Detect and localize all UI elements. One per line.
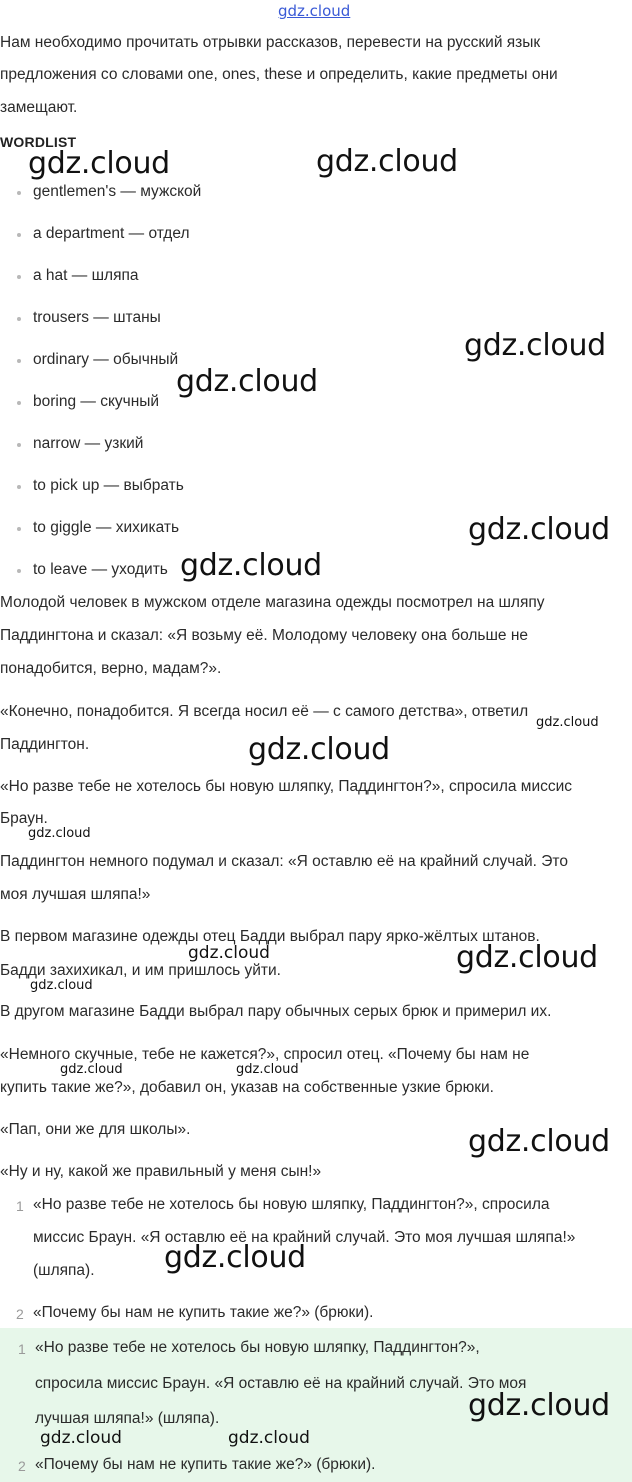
answer-line: лучшая шляпа!» (шляпа). [35, 1410, 220, 1427]
list-number: 2 [16, 1306, 24, 1322]
watermark: gdz.cloud [180, 548, 322, 583]
story-line: «Но разве тебе не хотелось бы новую шляпку, Паддингтон?», спросила миссис [0, 778, 573, 795]
watermark: gdz.cloud [30, 978, 93, 993]
bullet-icon [17, 401, 21, 405]
wordlist-item: a department — отдел [33, 225, 190, 242]
story-line: Паддингтон. [0, 736, 90, 753]
watermark: gdz.cloud [468, 1388, 610, 1423]
watermark: gdz.cloud [60, 1062, 123, 1077]
watermark: gdz.cloud [456, 940, 598, 975]
watermark: gdz.cloud [28, 826, 91, 841]
top-watermark-link[interactable]: gdz.cloud [278, 2, 351, 20]
story-line: моя лучшая шляпа!» [0, 886, 151, 903]
wordlist-item: to giggle — хихикать [33, 519, 180, 536]
answer-line: «Но разве тебе не хотелось бы новую шляпку, Паддингтон?», [35, 1339, 480, 1356]
answer-line: «Почему бы нам не купить такие же?» (брюки). [35, 1456, 376, 1473]
story-line: «Немного скучные, тебе не кажется?», спросил отец. «Почему бы нам не [0, 1046, 530, 1063]
bullet-icon [17, 359, 21, 363]
story-line: купить такие же?», добавил он, указав на собственные узкие брюки. [0, 1079, 494, 1096]
bullet-icon [17, 275, 21, 279]
list-number: 1 [16, 1198, 24, 1214]
story-line: Браун. [0, 810, 48, 827]
wordlist-item: trousers — штаны [33, 309, 161, 326]
watermark: gdz.cloud [536, 715, 599, 730]
bullet-icon [17, 527, 21, 531]
watermark: gdz.cloud [164, 1240, 306, 1275]
answer-number: 1 [18, 1341, 26, 1357]
bullet-icon [17, 233, 21, 237]
watermark: gdz.cloud [468, 1124, 610, 1159]
wordlist-item: gentlemen's — мужской [33, 183, 202, 200]
watermark: gdz.cloud [176, 364, 318, 399]
wordlist-item: to pick up — выбрать [33, 477, 184, 494]
intro-line-2: предложения со словами one, ones, these и определить, какие предметы они [0, 66, 558, 83]
intro-line-1: Нам необходимо прочитать отрывки рассказов, перевести на русский язык [0, 34, 541, 51]
wordlist-item: to leave — уходить [33, 561, 168, 578]
wordlist-heading: WORDLIST [0, 134, 77, 150]
story-line: «Ну и ну, какой же правильный у меня сын!» [0, 1163, 322, 1180]
bullet-icon [17, 317, 21, 321]
bullet-icon [17, 443, 21, 447]
answer-number: 2 [18, 1458, 26, 1474]
wordlist-item: ordinary — обычный [33, 351, 179, 368]
list-item-line: (шляпа). [33, 1262, 95, 1279]
watermark: gdz.cloud [188, 943, 270, 963]
story-line: В другом магазине Бадди выбрал пару обычных серых брюк и примерил их. [0, 1003, 552, 1020]
intro-line-3: замещают. [0, 99, 78, 116]
bullet-icon [17, 191, 21, 195]
watermark: gdz.cloud [236, 1062, 299, 1077]
watermark: gdz.cloud [28, 146, 170, 181]
answer-line: спросила миссис Браун. «Я оставлю её на крайний случай. Это моя [35, 1375, 527, 1392]
watermark: gdz.cloud [248, 732, 390, 767]
watermark: gdz.cloud [464, 328, 606, 363]
story-line: понадобится, верно, мадам?». [0, 660, 222, 677]
story-line: Паддингтон немного подумал и сказал: «Я оставлю её на крайний случай. Это [0, 853, 568, 870]
wordlist-item: narrow — узкий [33, 435, 144, 452]
story-line: Бадди захихикал, и им пришлось уйти. [0, 962, 281, 979]
list-item-line: «Почему бы нам не купить такие же?» (брюки). [33, 1304, 374, 1321]
watermark: gdz.cloud [316, 144, 458, 179]
story-line: Паддингтона и сказал: «Я возьму её. Молодому человеку она больше не [0, 627, 529, 644]
watermark: gdz.cloud [40, 1428, 122, 1448]
watermark: gdz.cloud [228, 1428, 310, 1448]
bullet-icon [17, 485, 21, 489]
list-item-line: миссис Браун. «Я оставлю её на крайний случай. Это моя лучшая шляпа!» [33, 1229, 576, 1246]
bullet-icon [17, 569, 21, 573]
story-line: «Пап, они же для школы». [0, 1121, 191, 1138]
wordlist-item: a hat — шляпа [33, 267, 139, 284]
story-line: Молодой человек в мужском отделе магазина одежды посмотрел на шляпу [0, 594, 545, 611]
wordlist-item: boring — скучный [33, 393, 160, 410]
list-item-line: «Но разве тебе не хотелось бы новую шляпку, Паддингтон?», спросила [33, 1196, 550, 1213]
story-line: «Конечно, понадобится. Я всегда носил её — с самого детства», ответил [0, 703, 529, 720]
story-line: В первом магазине одежды отец Бадди выбрал пару ярко-жёлтых штанов. [0, 928, 540, 945]
watermark: gdz.cloud [468, 512, 610, 547]
